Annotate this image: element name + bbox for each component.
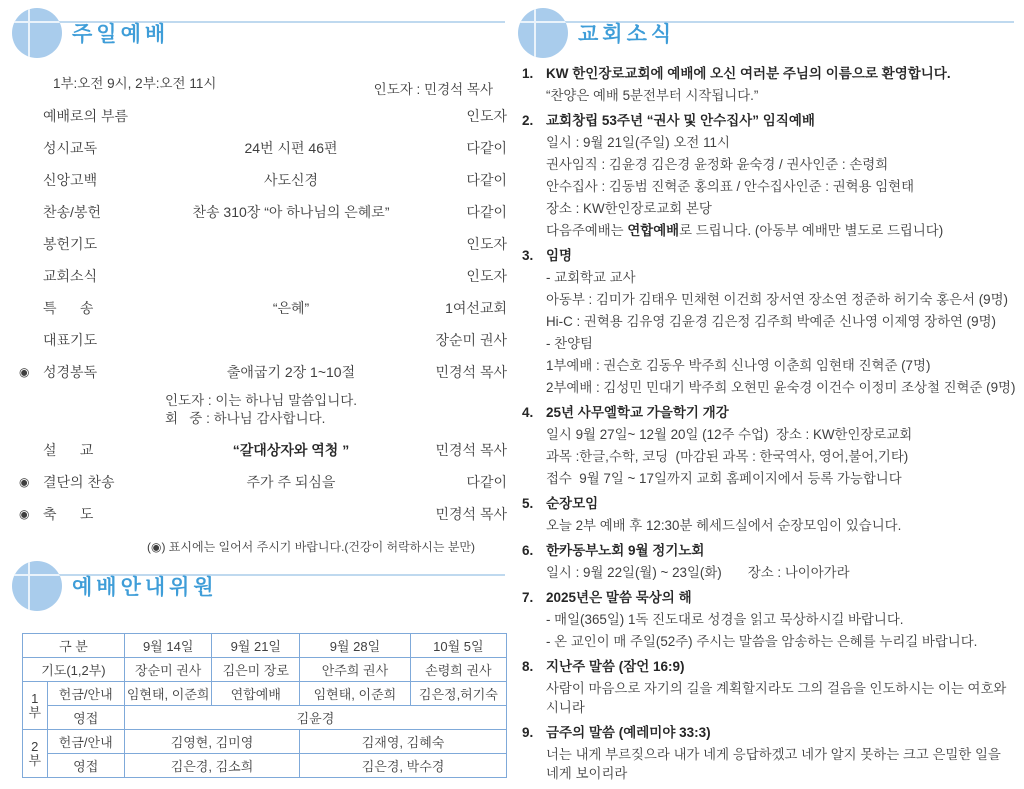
worship-row-content: “갈대상자와 역청 ”: [232, 442, 350, 458]
worship-row: [10, 356, 507, 388]
news-item-line: 1부예배 : 권슨호 김동우 박주희 신나영 이춘희 임현태 진혁준 (7명): [546, 358, 931, 373]
news-item: [516, 494, 1016, 535]
table-cell: 김은미 장로: [212, 658, 300, 682]
news-item-body: [546, 64, 1016, 105]
worship-row-leader: 다같이: [466, 172, 507, 188]
worship-row-content: 주가 주 되심을: [246, 474, 336, 490]
table-cell: 헌금/안내: [47, 730, 124, 754]
news-item-line: - 교회학교 교사: [546, 270, 636, 285]
worship-row-content: “은혜”: [272, 300, 310, 316]
worship-row-label: 예배로의 부름: [43, 108, 129, 124]
committee-table: [22, 633, 507, 778]
section-ornament-circle-icon: [12, 8, 62, 58]
responsive-reading-line: 인도자 : 이는 하나님 말씀입니다.: [165, 393, 358, 408]
news-item-number: 6.: [522, 543, 534, 558]
worship-row-leader: 1여선교회: [445, 300, 507, 316]
news-list: [516, 64, 1016, 783]
worship-schedule: 1부:오전 9시, 2부:오전 11시: [53, 76, 217, 91]
worship-row-label: 특 송: [43, 300, 94, 316]
table-cell: 손령희 권사: [410, 658, 506, 682]
table-group-cell: 2부: [23, 730, 48, 778]
stand-marker-icon: ◉: [19, 365, 30, 379]
worship-row: [10, 132, 507, 164]
stand-marker-icon: ◉: [19, 475, 30, 489]
table-cell: 김재영, 김혜숙: [300, 730, 507, 754]
worship-row: [10, 100, 507, 132]
news-item: [516, 111, 1016, 240]
news-item-number: 8.: [522, 659, 534, 674]
news-item-body: [546, 494, 1016, 535]
news-item-number: 3.: [522, 248, 534, 263]
worship-row-label: 봉헌기도: [43, 236, 98, 252]
ornament-vertical-line: [28, 8, 30, 58]
responsive-reading: [165, 392, 507, 428]
table-cell: 연합예배: [212, 682, 300, 706]
stand-marker-icon: ◉: [19, 507, 30, 521]
stand-footnote: (◉) 표시에는 일어서 주시기 바랍니다.(건강이 허락하시는 분만): [147, 540, 476, 554]
news-item: [516, 588, 1016, 651]
worship-row-label: 찬송/봉헌: [43, 204, 101, 220]
worship-row-leader: 장순미 권사: [435, 332, 507, 348]
table-cell: 임현태, 이준희: [300, 682, 411, 706]
ornament-horizontal-line: [518, 21, 568, 23]
table-row: [23, 706, 507, 730]
table-cell: 영접: [47, 706, 124, 730]
worship-row-leader: 인도자: [466, 268, 507, 284]
news-item-line: 사람이 마음으로 자기의 길을 계획할지라도 그의 걸음을 인도하시는 이는 여호와시니라: [546, 681, 1007, 715]
responsive-reading-line: 회 중 : 하나님 감사합니다.: [165, 411, 326, 426]
ornament-vertical-line: [534, 8, 536, 58]
worship-row-leader: 다같이: [466, 204, 507, 220]
worship-row: [10, 466, 507, 498]
table-cell: 안주희 권사: [300, 658, 411, 682]
worship-section-title: 주일예배: [72, 23, 170, 46]
news-item-number: 2.: [522, 113, 534, 128]
left-column: [10, 6, 507, 778]
news-item-title: 금주의 말씀 (예레미야 33:3): [546, 725, 711, 740]
worship-row-content: 출애굽기 2장 1~10절: [226, 364, 356, 380]
news-item-line: 장소 : KW한인장로교회 본당: [546, 201, 712, 216]
worship-row-content: 사도신경: [263, 172, 319, 188]
news-item-title: 순장모임: [546, 496, 599, 511]
section-ornament-circle-icon: [518, 8, 568, 58]
news-item-title: 한카동부노회 9월 정기노회: [546, 543, 705, 558]
worship-row: [10, 260, 507, 292]
news-item-body: [546, 657, 1016, 717]
news-item-line: 아동부 : 김미가 김태우 민채현 이건희 장서연 장소연 정준하 허기숙 홍은서 (9명): [546, 292, 1009, 307]
news-item: [516, 657, 1016, 717]
news-item-body: [546, 246, 1016, 397]
table-cell: 장순미 권사: [124, 658, 212, 682]
news-item-line: - 온 교인이 매 주일(52주) 주시는 말씀을 암송하는 은혜를 누리길 바랍니다.: [546, 634, 978, 649]
news-item-body: [546, 403, 1016, 488]
news-item-line: 과목 :한글,수학, 코딩 (마감된 과목 : 한국역사, 영어,불어,기타): [546, 449, 909, 464]
table-cell: 영접: [47, 754, 124, 778]
table-header-row: [23, 634, 507, 658]
news-item-number: 1.: [522, 66, 534, 81]
table-header-cell: 9월 21일: [212, 634, 300, 658]
worship-row: [10, 164, 507, 196]
news-item-line: 다음주예배는 연합예배로 드립니다. (아동부 예배만 별도로 드립니다): [546, 223, 944, 238]
news-item-line: 오늘 2부 예배 후 12:30분 헤세드실에서 순장모임이 있습니다.: [546, 518, 902, 533]
news-item-line: 일시 : 9월 21일(주일) 오전 11시: [546, 135, 730, 150]
table-cell: 김윤경: [124, 706, 506, 730]
table-cell: 김은경, 박수경: [300, 754, 507, 778]
news-item-body: [546, 111, 1016, 240]
worship-row-leader: 민경석 목사: [435, 506, 507, 522]
news-item-line: 일시 9월 27일~ 12월 20일 (12주 수업) 장소 : KW한인장로교회: [546, 427, 913, 442]
news-item-title: 2025년은 말씀 묵상의 해: [546, 590, 692, 605]
news-item-title: 임명: [546, 248, 573, 263]
news-item-line: 권사임직 : 김윤경 김은경 윤정화 윤숙경 / 권사인준 : 손령희: [546, 157, 889, 172]
news-item-line: - 매일(365일) 1독 진도대로 성경을 읽고 묵상하시길 바랍니다.: [546, 612, 904, 627]
worship-subtitle-row: [53, 72, 493, 98]
news-section-title: 교회소식: [578, 23, 676, 46]
worship-row-leader: 다같이: [466, 474, 507, 490]
worship-row: [10, 292, 507, 324]
table-group-cell: 1부: [23, 682, 48, 730]
table-header-cell: 9월 28일: [300, 634, 411, 658]
news-item-line: 너는 내게 부르짖으라 내가 네게 응답하겠고 네가 알지 못하는 크고 은밀한 일을 네게 보이리라: [546, 747, 1005, 781]
table-row: [23, 682, 507, 706]
table-cell: 김은경, 김소희: [124, 754, 299, 778]
committee-section-header: [10, 559, 507, 617]
news-item-line: “찬양은 예배 5분전부터 시작됩니다.”: [546, 88, 759, 103]
table-row: [23, 730, 507, 754]
news-item-body: [546, 541, 1016, 582]
worship-row-leader: 인도자: [466, 236, 507, 252]
news-item-line: 일시 : 9월 22일(월) ~ 23일(화) 장소 : 나이아가라: [546, 565, 850, 580]
worship-row-leader: 다같이: [466, 140, 507, 156]
news-item-line: Hi-C : 권혁용 김유영 김윤경 김은정 김주희 박예준 신나영 이제영 장하연 (9명): [546, 314, 996, 329]
news-item-body: [546, 723, 1016, 783]
table-header-cell: 구 분: [23, 634, 125, 658]
worship-row-content: 찬송 310장 “아 하나님의 은혜로”: [192, 204, 390, 220]
worship-row-label: 성시교독: [43, 140, 98, 156]
worship-row: [10, 196, 507, 228]
news-item: [516, 64, 1016, 105]
worship-row-label: 설 교: [43, 442, 94, 458]
worship-row: [10, 324, 507, 356]
news-item-title: KW 한인장로교회에 예배에 오신 여러분 주님의 이름으로 환영합니다.: [546, 66, 951, 81]
news-item-body: [546, 588, 1016, 651]
table-cell: 기도(1,2부): [23, 658, 125, 682]
news-item-line: 안수집사 : 김동범 진혁준 홍의표 / 안수집사인준 : 권혁용 임현태: [546, 179, 915, 194]
news-item-number: 9.: [522, 725, 534, 740]
worship-row: [10, 434, 507, 466]
table-cell: 임현태, 이준희: [124, 682, 212, 706]
news-item: [516, 541, 1016, 582]
worship-row-leader: 민경석 목사: [435, 364, 507, 380]
table-row: [23, 658, 507, 682]
table-cell: 헌금/안내: [47, 682, 124, 706]
worship-row: [10, 228, 507, 260]
news-item-title: 교회창립 53주년 “권사 및 안수집사” 임직예배: [546, 113, 815, 128]
worship-leader: 인도자 : 민경석 목사: [373, 82, 493, 97]
right-column: [516, 6, 1016, 789]
worship-row: [10, 498, 507, 530]
table-cell: 김은정,허기숙: [410, 682, 506, 706]
news-item-title: 지난주 말씀 (잠언 16:9): [546, 659, 685, 674]
worship-row-label: 축 도: [43, 506, 94, 522]
news-item-line: 2부예배 : 김성민 민대기 박주희 오현민 윤숙경 이건수 이정미 조상철 진혁준 (9명): [546, 380, 1016, 395]
news-item-number: 4.: [522, 405, 534, 420]
committee-section-title: 예배안내위원: [72, 576, 218, 599]
news-item-line: 접수 9월 7일 ~ 17일까지 교회 홈페이지에서 등록 가능합니다: [546, 471, 902, 486]
news-item-number: 7.: [522, 590, 534, 605]
worship-row-label: 신앙고백: [43, 172, 98, 188]
table-header-cell: 9월 14일: [124, 634, 212, 658]
worship-row-label: 교회소식: [43, 268, 98, 284]
ornament-horizontal-line: [12, 574, 62, 576]
worship-row-label: 성경봉독: [43, 364, 98, 380]
news-item-title: 25년 사무엘학교 가을학기 개강: [546, 405, 729, 420]
worship-row-content: 24번 시편 46편: [244, 140, 338, 156]
worship-row-label: 대표기도: [43, 332, 98, 348]
table-cell: 김영현, 김미영: [124, 730, 299, 754]
news-section-header: [516, 6, 1016, 64]
table-header-cell: 10월 5일: [410, 634, 506, 658]
worship-order-list: [10, 100, 507, 388]
ornament-vertical-line: [28, 561, 30, 611]
worship-row-leader: 인도자: [466, 108, 507, 124]
table-row: [23, 754, 507, 778]
worship-row-label: 결단의 찬송: [43, 474, 115, 490]
news-item: [516, 723, 1016, 783]
ornament-horizontal-line: [12, 21, 62, 23]
news-item: [516, 403, 1016, 488]
worship-section-header: [10, 6, 507, 64]
news-item-line: - 찬양팀: [546, 336, 593, 351]
worship-order-list-2: [10, 434, 507, 530]
section-ornament-circle-icon: [12, 561, 62, 611]
news-item-number: 5.: [522, 496, 534, 511]
news-item: [516, 246, 1016, 397]
worship-row-leader: 민경석 목사: [435, 442, 507, 458]
